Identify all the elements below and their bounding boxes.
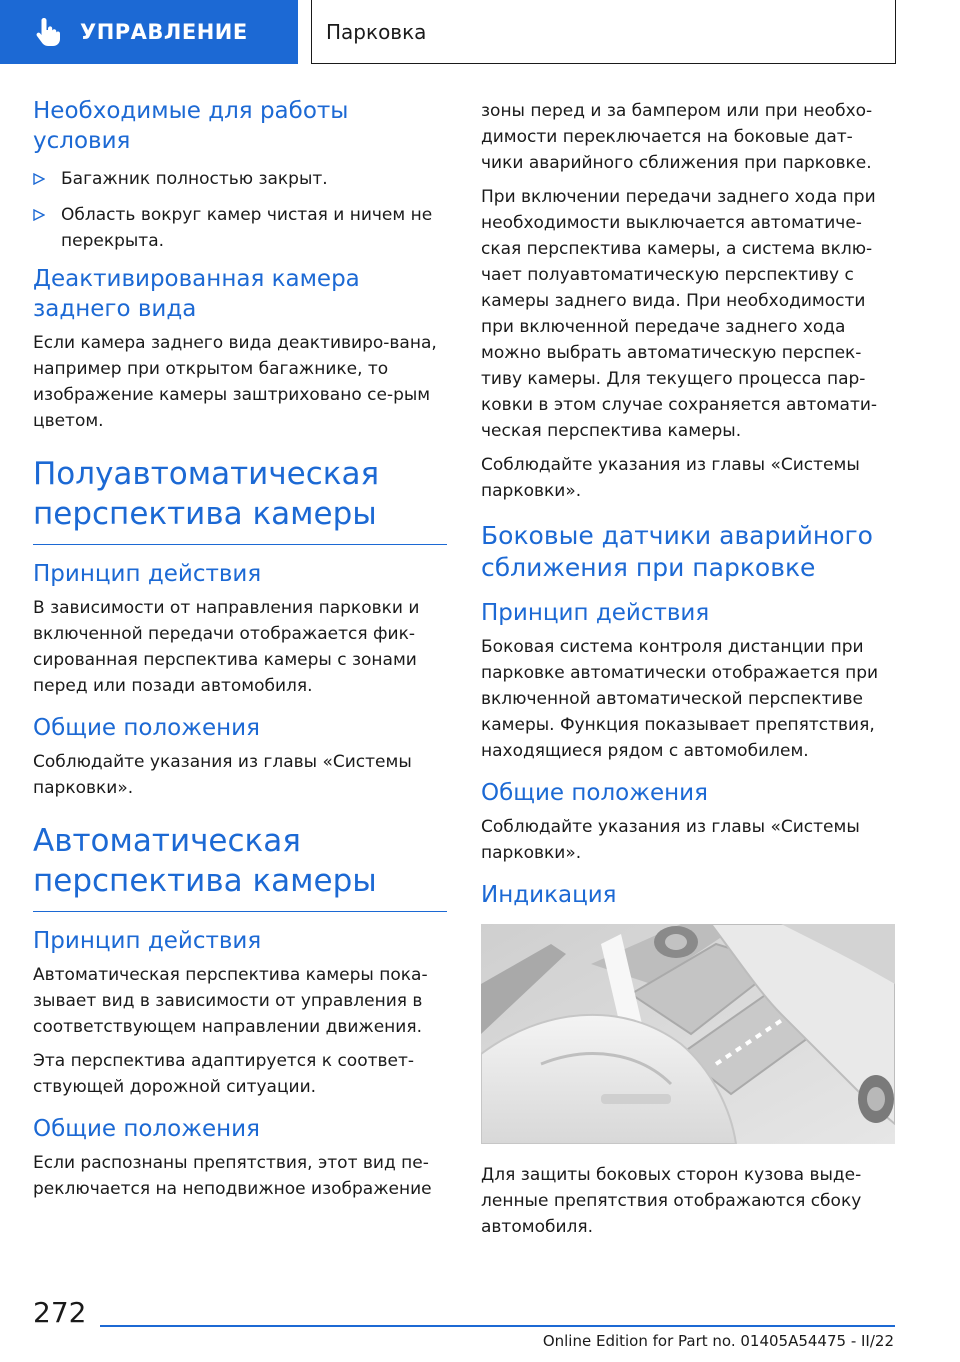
chapter-header xyxy=(311,0,896,64)
left-column xyxy=(33,96,447,1210)
heading-auto-general: Общие положения xyxy=(33,1116,260,1142)
section-title: УПРАВЛЕНИЕ xyxy=(80,20,248,44)
paragraph-semi-principle: В зависимости от направления парковки и включенной передачи отображается фик-сированная перспектива камеры с зонами перед или позади автомобиля. xyxy=(33,598,420,696)
paragraph-follow: Соблюдайте указания из главы «Системы парковки». xyxy=(481,455,860,501)
paragraph-deactivated: Если камера заднего вида деактивиро-вана, например при открытом багажнике, то изображение камеры заштриховано се-рым цветом. xyxy=(33,333,437,431)
right-column xyxy=(481,98,895,1248)
paragraph-continue: зоны перед и за бампером или при необхо-димости переключается на боковые дат-чики аварийного сближения при парковке. xyxy=(481,101,873,173)
heading-auto-principle: Принцип действия xyxy=(33,928,262,954)
list-item: Багажник полностью закрыт. xyxy=(33,166,447,192)
heading-semi-principle: Принцип действия xyxy=(33,561,262,587)
heading-display: Индикация xyxy=(481,882,617,908)
chapter-title: Парковка xyxy=(326,19,427,44)
paragraph-semi-general: Соблюдайте указания из главы «Системы парковки». xyxy=(33,752,412,798)
heading-semi-auto: Полуавтоматическая перспектива камеры xyxy=(33,454,447,545)
heading-side-general: Общие положения xyxy=(481,780,708,806)
paragraph-side-principle: Боковая система контроля дистанции при парковке автоматически отображается при включенной автоматической перспективе камеры. Функция показывает препятствия, находящиеся рядом с автомобилем. xyxy=(481,637,879,761)
paragraph-side-general: Соблюдайте указания из главы «Системы парковки». xyxy=(481,817,860,863)
side-sensor-illustration xyxy=(481,924,895,1144)
paragraph-auto-general: Если распознаны препятствия, этот вид пе-реключается на неподвижное изображение xyxy=(33,1153,432,1199)
heading-side-principle: Принцип действия xyxy=(481,600,710,626)
heading-side-sensors: Боковые датчики аварийного сближения при парковке xyxy=(481,521,873,582)
parking-scene-image xyxy=(481,924,895,1144)
paragraph-auto-principle-1: Автоматическая перспектива камеры пока-зывает вид в зависимости от управления в соответствующем направлении движения. xyxy=(33,965,428,1037)
footer-rule xyxy=(100,1325,895,1327)
conditions-list xyxy=(33,166,447,254)
heading-deactivated: Деактивированная камера заднего вида xyxy=(33,266,360,322)
edition-note: Online Edition for Part no. 01405A54475 - II/22 xyxy=(542,1332,894,1350)
heading-conditions: Необходимые для работы условия xyxy=(33,98,349,154)
triangle-bullet-icon xyxy=(33,173,45,185)
list-item: Область вокруг камер чистая и ничем не перекрыта. xyxy=(33,202,447,254)
paragraph-reverse: При включении передачи заднего хода при необходимости выключается автоматиче-ская перспектива камеры, а система вклю-чает полуавтоматическую перспективу с камеры заднего вида. При необходимости при включенной передаче заднего хода можно выбрать автоматическую перспек-тиву камеры. Для текущего процесса пар-ковки в этом случае сохраняется автомати-ческая перспектива камеры. xyxy=(481,187,878,441)
page-number: 272 xyxy=(33,1296,87,1329)
section-tab xyxy=(0,0,298,64)
heading-semi-general: Общие положения xyxy=(33,715,260,741)
triangle-bullet-icon xyxy=(33,209,45,221)
pointing-hand-icon xyxy=(30,14,66,50)
heading-auto: Автоматическая перспектива камеры xyxy=(33,821,447,912)
figure-caption: Для защиты боковых сторон кузова выде-ленные препятствия отображаются сбоку автомобиля. xyxy=(481,1165,862,1237)
paragraph-auto-principle-2: Эта перспектива адаптируется к соответ-ствующей дорожной ситуации. xyxy=(33,1051,415,1097)
